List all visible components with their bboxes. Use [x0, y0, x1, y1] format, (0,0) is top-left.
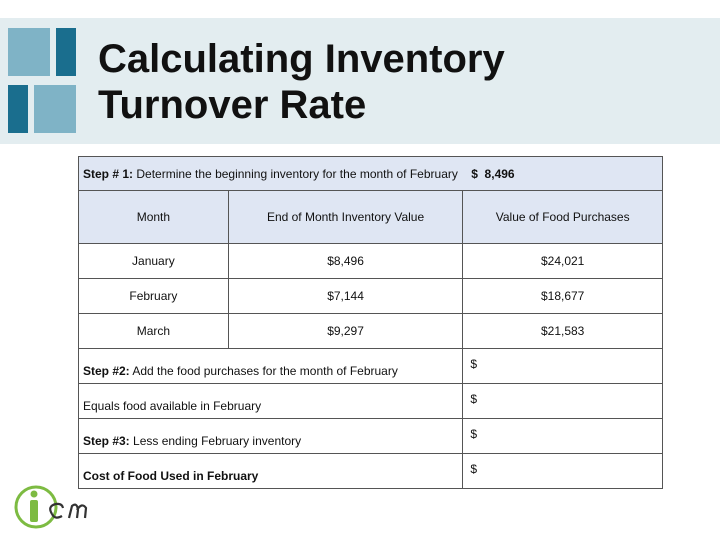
- table-row: [79, 314, 663, 349]
- cell-month: March: [79, 314, 229, 349]
- food-available-text: Equals food available in February: [83, 399, 262, 413]
- step-row: [79, 384, 663, 419]
- step-2-value: $: [463, 349, 663, 384]
- header-purchases: Value of Food Purchases: [463, 191, 663, 244]
- cell-purchases: $21,583: [463, 314, 663, 349]
- inventory-table: [78, 156, 663, 489]
- cell-purchases: $24,021: [463, 244, 663, 279]
- cell-month: February: [79, 279, 229, 314]
- step-3-label: Step #3:: [83, 434, 130, 448]
- cell-purchases: $18,677: [463, 279, 663, 314]
- cost-of-food-value: $: [463, 454, 663, 489]
- cost-of-food-cell: [79, 454, 463, 489]
- food-available-value: $: [463, 384, 663, 419]
- step-row: [79, 349, 663, 384]
- step-1-text: Determine the beginning inventory for the month of February: [136, 166, 458, 181]
- table-row: [79, 244, 663, 279]
- step-1-cell: [79, 157, 663, 191]
- cell-inventory: $9,297: [228, 314, 463, 349]
- step-1-label: Step # 1:: [83, 166, 134, 181]
- step-2-text: Add the food purchases for the month of February: [132, 364, 398, 378]
- step-3-text: Less ending February inventory: [133, 434, 302, 448]
- table-row: [79, 279, 663, 314]
- step-row: [79, 454, 663, 489]
- step-3-cell: [79, 419, 463, 454]
- step-row: [79, 419, 663, 454]
- title-line-2: Turnover Rate: [98, 83, 367, 127]
- step-1-value: $ 8,496: [471, 166, 515, 181]
- cell-inventory: $7,144: [228, 279, 463, 314]
- title-line-1: Calculating Inventory: [98, 37, 505, 81]
- cell-month: January: [79, 244, 229, 279]
- cell-inventory: $8,496: [228, 244, 463, 279]
- page-title: [98, 36, 505, 128]
- table-header-row: [79, 191, 663, 244]
- food-available-cell: [79, 384, 463, 419]
- header-inventory: End of Month Inventory Value: [228, 191, 463, 244]
- step-3-value: $: [463, 419, 663, 454]
- cost-of-food-text: Cost of Food Used in February: [83, 469, 259, 483]
- icn-logo: [14, 484, 104, 530]
- step-2-label: Step #2:: [83, 364, 130, 378]
- header-month: Month: [79, 191, 229, 244]
- step-2-cell: [79, 349, 463, 384]
- step-1-row: [79, 157, 663, 191]
